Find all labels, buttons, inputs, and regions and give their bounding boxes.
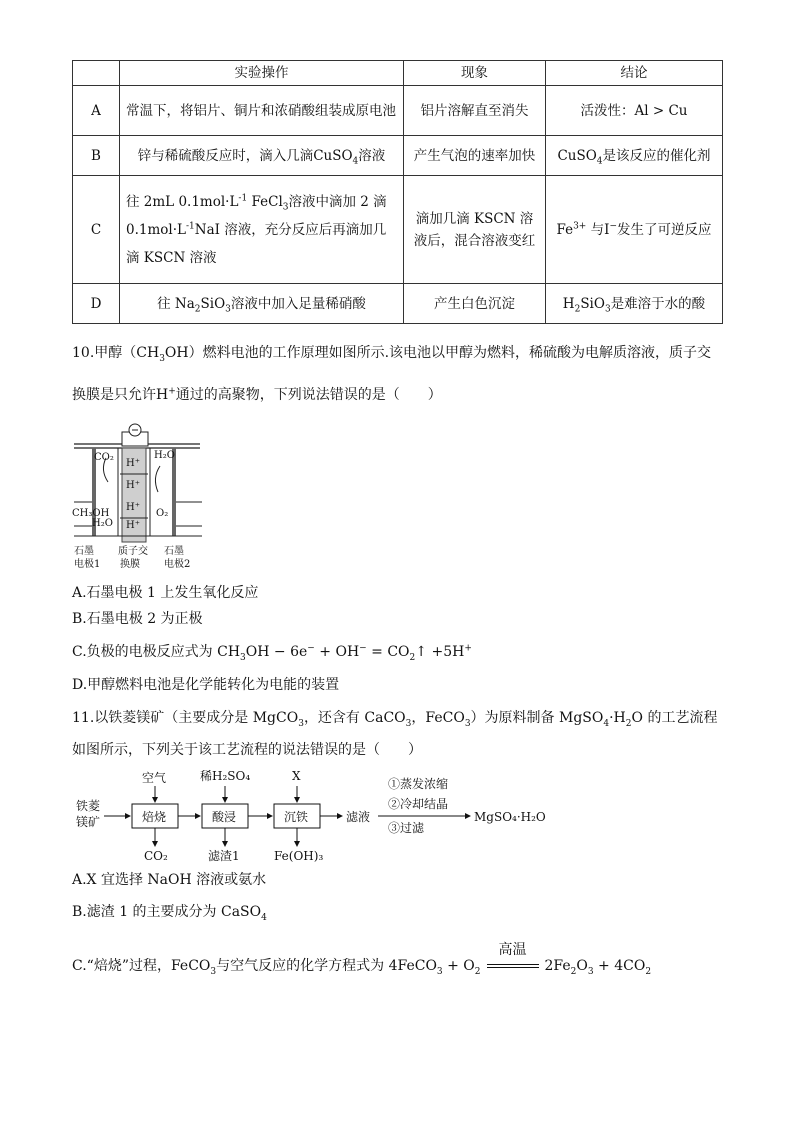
ch3oh-label: CH₃OH	[72, 508, 110, 519]
h2o-bottom-label: H₂O	[92, 518, 113, 529]
filtrate-label: 滤液	[346, 810, 371, 824]
step-iron-precip-label: 沉铁	[284, 810, 309, 824]
row-label: C	[73, 176, 120, 284]
header-operation: 实验操作	[120, 61, 404, 86]
table-row	[73, 284, 723, 324]
row-operation: 常温下，将铝片、铜片和浓硝酸组装成原电池	[120, 86, 404, 136]
row-conclusion: $Fe^{3+}$ 与I−发生了可逆反应	[546, 176, 723, 284]
hplus-label: H⁺	[126, 458, 140, 469]
op3-label: ③过滤	[388, 821, 425, 835]
table-row	[73, 176, 723, 284]
step-roast-label: 焙烧	[142, 810, 167, 824]
step-acid-leach-label: 酸浸	[212, 810, 237, 824]
table-row	[73, 86, 723, 136]
raw-material-label: 铁菱	[76, 799, 101, 813]
q10-option-b: B.石墨电极 2 为正极	[72, 611, 203, 627]
lightbulb-icon	[122, 424, 148, 446]
row-label: B	[73, 136, 120, 176]
fe-hydroxide-label: Fe(OH)₃	[274, 849, 324, 863]
q10-option-c: C.负极的电极反应式为 $CH_3OH - 6e^- + OH^-$ = $CO_2↑ +5H^+$	[72, 643, 472, 663]
q10-stem-line1: 10.甲醇$(CH_3OH)$燃料电池的工作原理如图所示.该电池以甲醇为燃料，稀硫酸为电解质溶液，质子交	[72, 345, 712, 364]
co2-output-label: CO₂	[144, 849, 168, 863]
o2-label: O₂	[156, 508, 169, 519]
row-phenomenon: 铝片溶解直至消失	[404, 86, 546, 136]
table-row	[73, 136, 723, 176]
q10-stem-line2: 换膜是只允许H+通过的高聚物，下列说法错误的是（ ）	[72, 386, 442, 403]
op1-label: ①蒸发浓缩	[388, 777, 449, 791]
q10-option-a: A.石墨电极 1 上发生氧化反应	[72, 585, 259, 601]
label-left-1: 石墨	[74, 546, 94, 557]
residue-label: 滤渣1	[208, 849, 240, 863]
h2o-top-label: H₂O	[154, 450, 175, 461]
raw-material-label: 镁矿	[76, 815, 101, 829]
row-label: A	[73, 86, 120, 136]
q10-option-d: D.甲醇燃料电池是化学能转化为电能的装置	[72, 677, 340, 693]
experiment-table	[72, 60, 723, 324]
row-phenomenon: 滴加几滴 KSCN 溶 液后，混合溶液变红	[404, 176, 546, 284]
co2-label: CO₂	[94, 452, 114, 463]
q11-stem-line1: 11.以铁菱镁矿（主要成分是 MgCO$_3$，还含有 CaCO$_3$，FeCO$_3$）为原料制备 $MgSO_4\cdot H_2O$ 的工艺流程	[72, 710, 718, 729]
arrow-icon	[155, 466, 160, 492]
label-mid-2: 换膜	[120, 559, 140, 570]
acid-label: 稀H₂SO₄	[200, 769, 251, 783]
label-right-1: 石墨	[164, 546, 184, 557]
row-phenomenon: 产生白色沉淀	[404, 284, 546, 324]
op2-label: ②冷却结晶	[388, 797, 449, 811]
hplus-label: H⁺	[126, 520, 140, 531]
header-conclusion: 结论	[546, 61, 723, 86]
table-header-row	[73, 61, 723, 86]
row-conclusion: 活泼性：Al > Cu	[546, 86, 723, 136]
row-label: D	[73, 284, 120, 324]
row-conclusion: CuSO$_4$是该反应的催化剂	[546, 136, 723, 176]
q11-option-b: B.滤渣 1 的主要成分为 CaSO$_4$	[72, 904, 267, 923]
process-flow-diagram	[72, 764, 560, 864]
label-mid-1: 质子交	[118, 546, 148, 557]
q11-option-a: A.X 宜选择 NaOH 溶液或氨水	[72, 872, 267, 888]
header-blank	[73, 61, 120, 86]
hplus-label: H⁺	[126, 502, 140, 513]
hplus-label: H⁺	[126, 480, 140, 491]
product-label: MgSO₄·H₂O	[474, 810, 546, 824]
label-left-2: 电极1	[74, 559, 101, 570]
reagent-x-label: X	[292, 769, 301, 783]
q11-option-c: C.“焙烧”过程，FeCO$_3$与空气反应的化学方程式为 4FeCO$_3$ + $O_2$ 高温 $2Fe_2O_3 + 4CO_2$	[72, 942, 652, 977]
q11-stem-line2: 如图所示，下列关于该工艺流程的说法错误的是（ ）	[72, 742, 422, 758]
air-label: 空气	[142, 771, 167, 785]
fuel-cell-diagram	[72, 422, 204, 570]
label-right-2: 电极2	[164, 559, 191, 570]
header-phenomenon: 现象	[404, 61, 546, 86]
electrode-2	[172, 448, 176, 536]
row-operation: 往 $Na_2SiO_3$溶液中加入足量稀硝酸	[120, 284, 404, 324]
row-conclusion: $H_2SiO_3$是难溶于水的酸	[546, 284, 723, 324]
row-operation: 锌与稀硫酸反应时，滴入几滴CuSO$_4$溶液	[120, 136, 404, 176]
row-phenomenon: 产生气泡的速率加快	[404, 136, 546, 176]
reaction-condition: 高温	[483, 956, 543, 976]
row-operation: 往 2mL $0.1mol\cdot L^{-1}$ FeCl$_3$溶液中滴加 2 滴 $0.1mol\cdot L^{-1}NaI$ 溶液，充分反应后再滴加几 滴 KSCN 溶液	[120, 176, 404, 284]
